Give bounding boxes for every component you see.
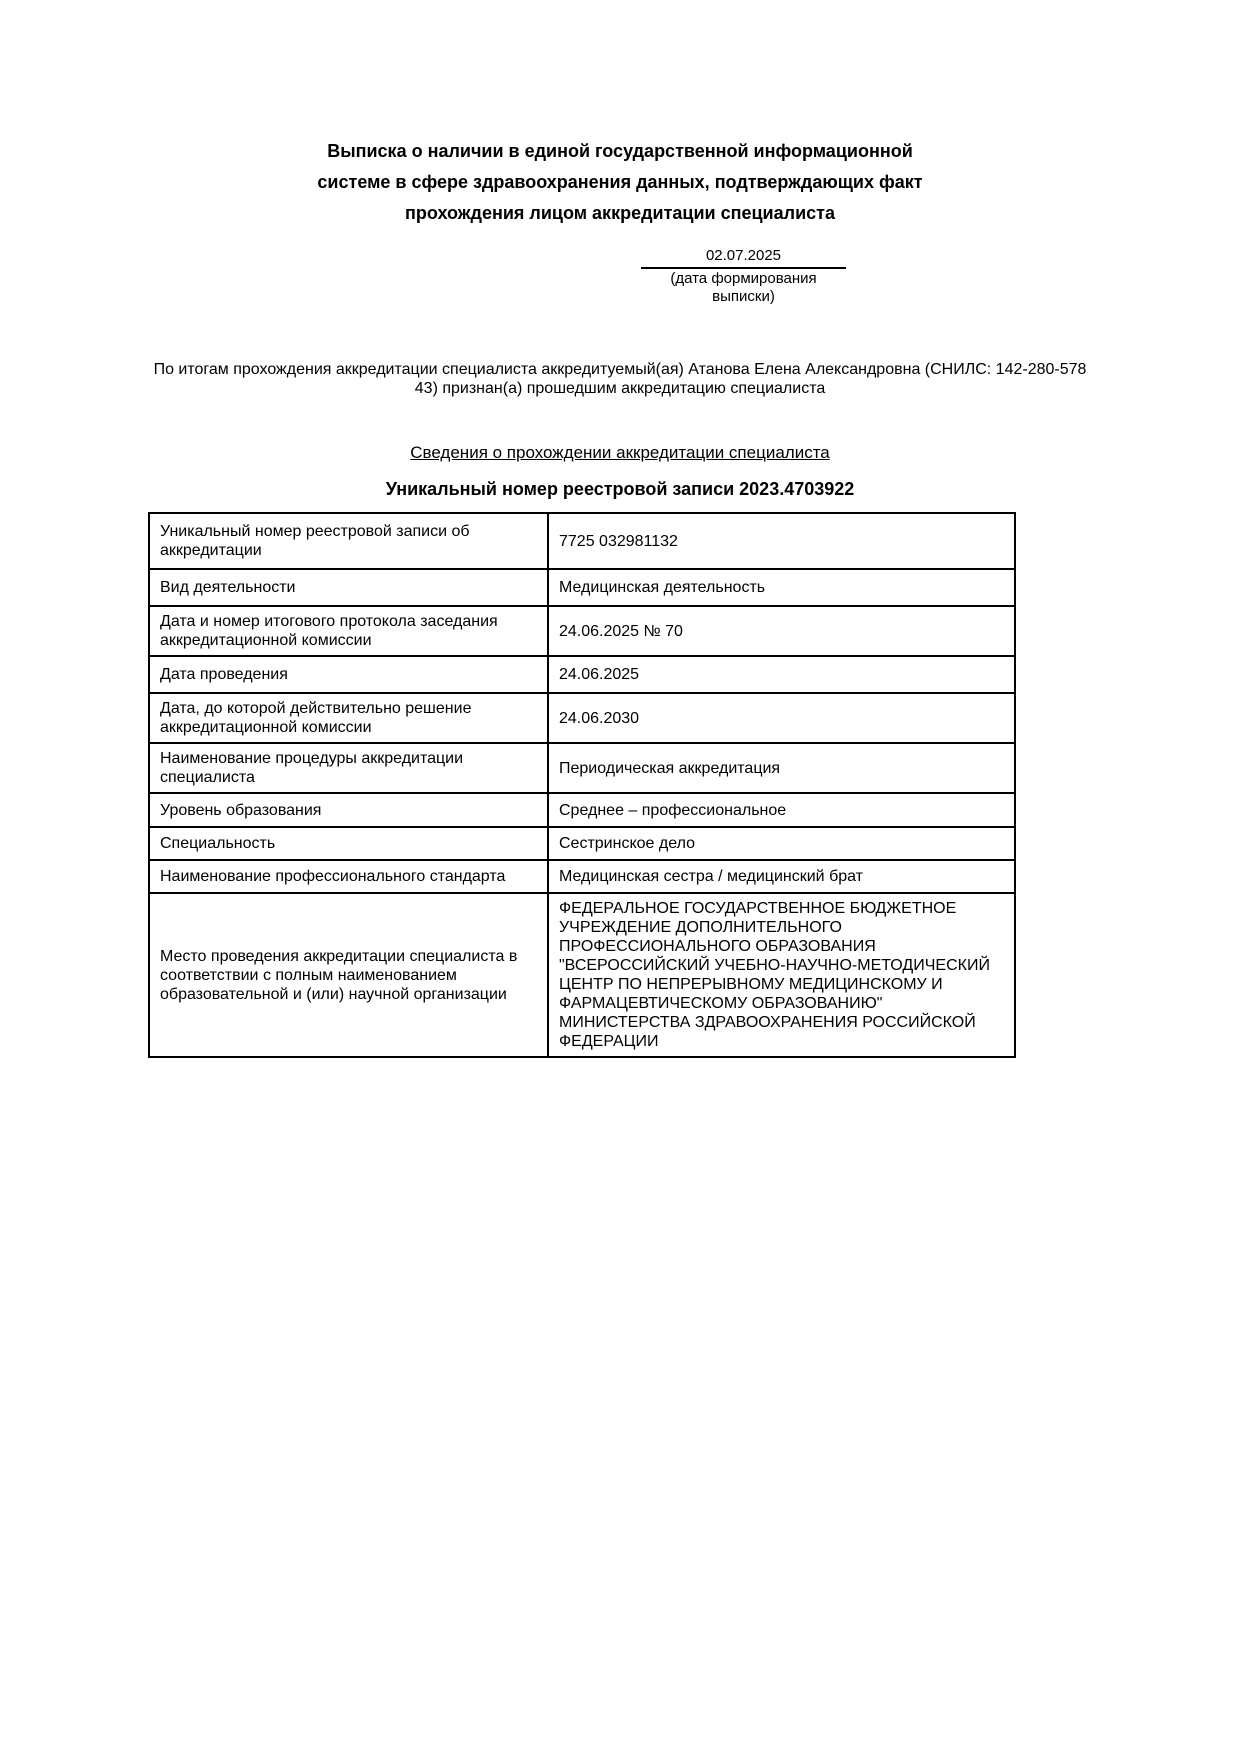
row-label: Наименование процедуры аккредитации специалиста bbox=[149, 743, 548, 793]
row-label: Дата проведения bbox=[149, 656, 548, 693]
row-label: Дата, до которой действительно решение аккредитационной комиссии bbox=[149, 693, 548, 743]
row-value: Периодическая аккредитация bbox=[548, 743, 1015, 793]
row-value: Медицинская деятельность bbox=[548, 569, 1015, 606]
table-row bbox=[149, 743, 1015, 793]
table-row bbox=[149, 860, 1015, 893]
table-row bbox=[149, 656, 1015, 693]
row-value: ФЕДЕРАЛЬНОЕ ГОСУДАРСТВЕННОЕ БЮДЖЕТНОЕ УЧРЕЖДЕНИЕ ДОПОЛНИТЕЛЬНОГО ПРОФЕССИОНАЛЬНОГО ОБРАЗОВАНИЯ "ВСЕРОССИЙСКИЙ УЧЕБНО-НАУЧНО-МЕТОДИЧЕСКИЙ ЦЕНТР ПО НЕПРЕРЫВНОМУ МЕДИЦИНСКОМУ И ФАРМАЦЕВТИЧЕСКОМУ ОБРАЗОВАНИЮ" МИНИСТЕРСТВА ЗДРАВООХРАНЕНИЯ РОССИЙСКОЙ ФЕДЕРАЦИИ bbox=[548, 893, 1015, 1057]
row-value: Сестринское дело bbox=[548, 827, 1015, 860]
table-row bbox=[149, 606, 1015, 656]
row-value: 7725 032981132 bbox=[548, 513, 1015, 569]
document-title-line: прохождения лицом аккредитации специалиста bbox=[405, 203, 835, 223]
row-label: Дата и номер итогового протокола заседания аккредитационной комиссии bbox=[149, 606, 548, 656]
row-label: Уникальный номер реестровой записи об аккредитации bbox=[149, 513, 548, 569]
table-row bbox=[149, 893, 1015, 1057]
row-label: Уровень образования bbox=[149, 793, 548, 827]
row-label: Специальность bbox=[149, 827, 548, 860]
table-row bbox=[149, 693, 1015, 743]
row-value: 24.06.2030 bbox=[548, 693, 1015, 743]
row-value: 24.06.2025 bbox=[548, 656, 1015, 693]
row-value: 24.06.2025 № 70 bbox=[548, 606, 1015, 656]
table-row bbox=[149, 793, 1015, 827]
intro-line: По итогам прохождения аккредитации специалиста аккредитуемый(ая) Атанова Елена Александровна (СНИЛС: 142-280-578 bbox=[153, 361, 1087, 378]
formation-date-caption: (дата формирования выписки) bbox=[670, 270, 817, 305]
table-row bbox=[149, 827, 1015, 860]
section-heading: Сведения о прохождении аккредитации специалиста bbox=[410, 443, 830, 462]
row-value: Медицинская сестра / медицинский брат bbox=[548, 860, 1015, 893]
registry-number-heading: Уникальный номер реестровой записи 2023.4703922 bbox=[385, 479, 855, 499]
table-row bbox=[149, 569, 1015, 606]
row-label: Место проведения аккредитации специалиста в соответствии с полным наименованием образовательной и (или) научной организации bbox=[149, 893, 548, 1057]
document-title-line: системе в сфере здравоохранения данных, подтверждающих факт bbox=[317, 172, 923, 192]
document-title bbox=[0, 136, 1240, 229]
formation-date: 02.07.2025 bbox=[641, 247, 846, 269]
row-label: Наименование профессионального стандарта bbox=[149, 860, 548, 893]
row-label: Вид деятельности bbox=[149, 569, 548, 606]
intro-paragraph bbox=[0, 360, 1240, 398]
document-title-line: Выписка о наличии в единой государственной информационной bbox=[327, 141, 913, 161]
formation-date-block bbox=[641, 247, 846, 306]
table-row bbox=[149, 513, 1015, 569]
accreditation-table bbox=[148, 512, 1016, 1058]
row-value: Среднее – профессиональное bbox=[548, 793, 1015, 827]
intro-line: 43) признан(а) прошедшим аккредитацию специалиста bbox=[414, 380, 826, 397]
